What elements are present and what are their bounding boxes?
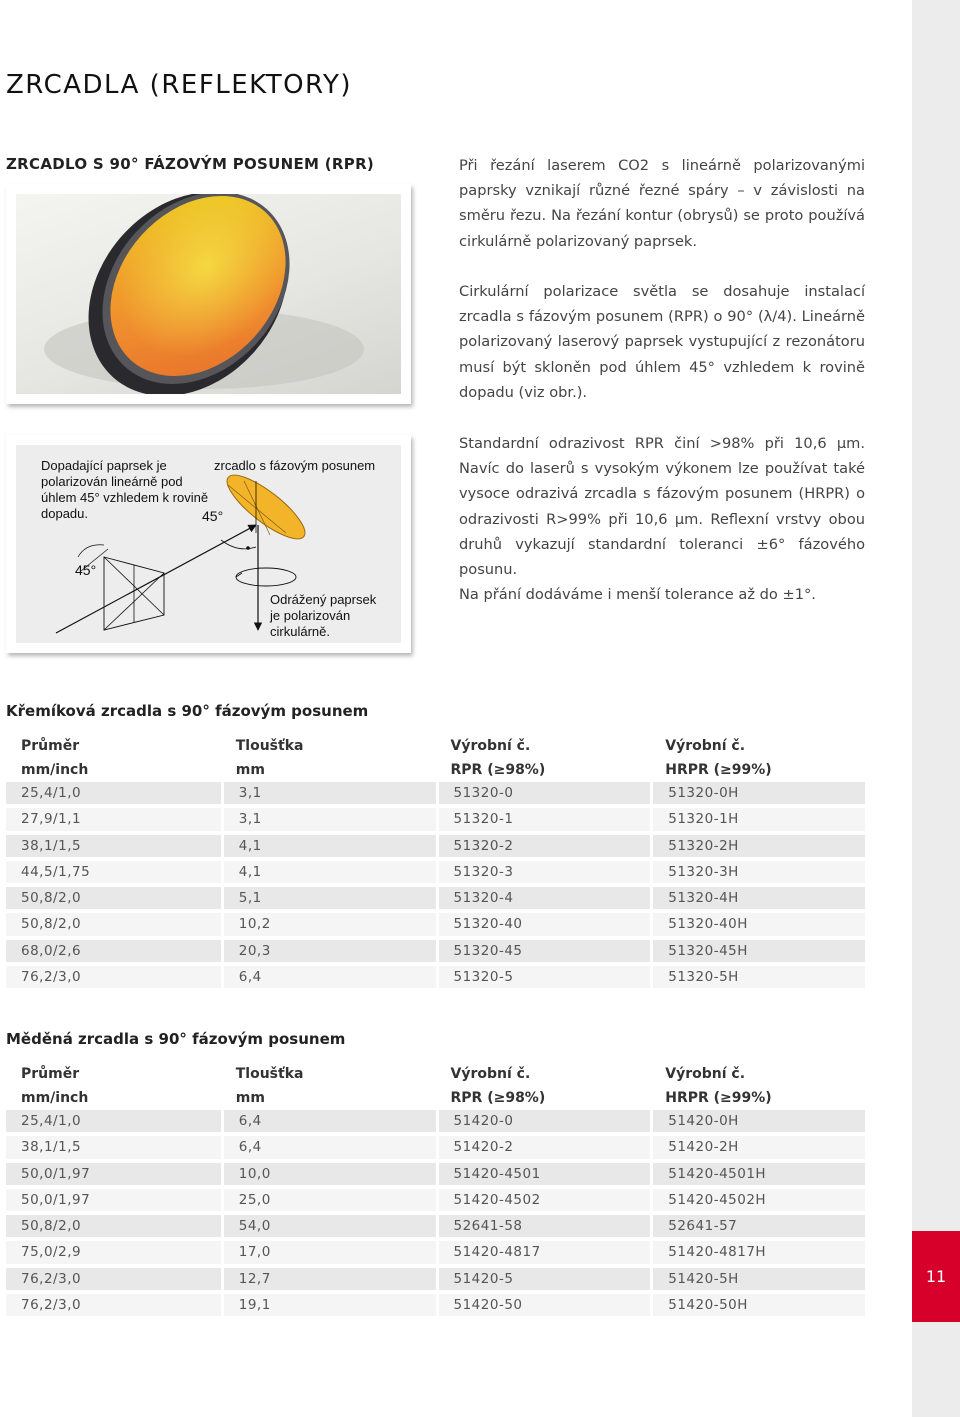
copper-mirrors-table bbox=[6, 1062, 865, 1320]
table-row bbox=[6, 913, 865, 939]
table-cell: 51320-1H bbox=[650, 808, 865, 834]
column-header-line: HRPR (≥99%) bbox=[665, 1090, 772, 1106]
table-cell: 50,0/1,97 bbox=[6, 1189, 221, 1215]
table-cell: 51420-4501 bbox=[436, 1163, 651, 1189]
table-cell: 20,3 bbox=[221, 940, 436, 966]
column-header-line: RPR (≥98%) bbox=[450, 1090, 546, 1106]
table-cell: 51320-40H bbox=[650, 913, 865, 939]
table-cell: 38,1/1,5 bbox=[6, 835, 221, 861]
table-row bbox=[6, 861, 865, 887]
table-cell: 38,1/1,5 bbox=[6, 1136, 221, 1162]
table-cell: 52641-57 bbox=[650, 1215, 865, 1241]
table-cell: 51320-3H bbox=[650, 861, 865, 887]
table-cell: 51420-4817 bbox=[436, 1241, 651, 1267]
table-cell: 51320-3 bbox=[436, 861, 651, 887]
body-paragraph-4: Na přání dodáváme i menší tolerance až do ±1°. bbox=[459, 586, 816, 603]
table-cell: 76,2/3,0 bbox=[6, 1268, 221, 1294]
column-header-line: Průměr bbox=[21, 738, 80, 754]
table-cell: 51320-4H bbox=[650, 887, 865, 913]
column-header-line: mm/inch bbox=[21, 1090, 89, 1106]
column-header bbox=[221, 1062, 436, 1110]
table-cell: 5,1 bbox=[221, 887, 436, 913]
table-cell: 6,4 bbox=[221, 966, 436, 992]
table-cell: 51320-4 bbox=[436, 887, 651, 913]
table-row bbox=[6, 1268, 865, 1294]
column-header-line: Výrobní č. bbox=[665, 1066, 746, 1082]
body-paragraph-2: Cirkulární polarizace světla se dosahuje instalací zrcadla s fázovým posunem (RPR) o 90° (λ/4). Lineárně polarizovaný laserový paprsek vystupující z rezonátoru musí být skloněn pod úhlem 45° vzhledem k rovině dopadu (viz obr.). bbox=[459, 283, 865, 401]
table-cell: 51320-2H bbox=[650, 835, 865, 861]
table-cell: 51420-4817H bbox=[650, 1241, 865, 1267]
table-cell: 51420-50 bbox=[436, 1294, 651, 1320]
body-paragraph-3: Standardní odrazivost RPR činí >98% při 10,6 µm. Navíc do laserů s vysokým výkonem lze používat také vysoce odrazivá zrcadla s fázovým posunem (HRPR) o odrazivosti R>99% při 10,6 µm. Reflexní vrstvy obou druhů vykazují standardní toleranci ±6° fázového posunu. bbox=[459, 435, 865, 579]
column-header bbox=[436, 734, 651, 782]
table-cell: 25,0 bbox=[221, 1189, 436, 1215]
table-cell: 75,0/2,9 bbox=[6, 1241, 221, 1267]
mirror-label: zrcadlo s fázovým posunem bbox=[214, 458, 376, 473]
body-paragraph-1: Při řezání laserem CO2 s lineárně polarizovanými paprsky vznikají různé řezné spáry – v závislosti na směru řezu. Na řezání kontur (obrysů) se proto používá cirkulárně polarizovaný paprsek. bbox=[459, 157, 865, 250]
table-row bbox=[6, 808, 865, 834]
column-header-line: RPR (≥98%) bbox=[450, 762, 546, 778]
table-cell: 10,2 bbox=[221, 913, 436, 939]
table-cell: 76,2/3,0 bbox=[6, 1294, 221, 1320]
table-row bbox=[6, 887, 865, 913]
table-cell: 51320-5H bbox=[650, 966, 865, 992]
silicon-mirrors-table bbox=[6, 734, 865, 992]
table-cell: 3,1 bbox=[221, 808, 436, 834]
table-cell: 51420-5 bbox=[436, 1268, 651, 1294]
column-header bbox=[221, 734, 436, 782]
table-cell: 51320-0 bbox=[436, 782, 651, 808]
table-row bbox=[6, 1241, 865, 1267]
angle-label-left: 45° bbox=[75, 562, 97, 578]
table-cell: 51420-4501H bbox=[650, 1163, 865, 1189]
table-cell: 51320-45 bbox=[436, 940, 651, 966]
table-cell: 50,8/2,0 bbox=[6, 1215, 221, 1241]
table1-title: Křemíková zrcadla s 90° fázovým posunem bbox=[6, 702, 369, 720]
table-cell: 17,0 bbox=[221, 1241, 436, 1267]
table-cell: 27,9/1,1 bbox=[6, 808, 221, 834]
table-cell: 51320-1 bbox=[436, 808, 651, 834]
table-cell: 54,0 bbox=[221, 1215, 436, 1241]
table-row bbox=[6, 1163, 865, 1189]
table-cell: 51420-5H bbox=[650, 1268, 865, 1294]
table-cell: 50,0/1,97 bbox=[6, 1163, 221, 1189]
table-row bbox=[6, 940, 865, 966]
incident-label-line: polarizován lineárně pod bbox=[41, 474, 183, 489]
table2-title: Měděná zrcadla s 90° fázovým posunem bbox=[6, 1030, 346, 1048]
table-cell: 12,7 bbox=[221, 1268, 436, 1294]
sidebar-strip bbox=[912, 0, 960, 1417]
column-header-line: Průměr bbox=[21, 1066, 80, 1082]
table-cell: 51320-0H bbox=[650, 782, 865, 808]
table-cell: 51420-4502 bbox=[436, 1189, 651, 1215]
column-header-line: mm/inch bbox=[21, 762, 89, 778]
column-header bbox=[650, 1062, 865, 1110]
table-cell: 50,8/2,0 bbox=[6, 913, 221, 939]
column-header-line: HRPR (≥99%) bbox=[665, 762, 772, 778]
table-row bbox=[6, 1110, 865, 1136]
table-cell: 52641-58 bbox=[436, 1215, 651, 1241]
column-header bbox=[6, 734, 221, 782]
column-header-line: Výrobní č. bbox=[665, 738, 746, 754]
column-header bbox=[436, 1062, 651, 1110]
table-cell: 4,1 bbox=[221, 861, 436, 887]
column-header-line: Tloušťka bbox=[235, 1066, 304, 1082]
table-cell: 19,1 bbox=[221, 1294, 436, 1320]
incident-label-line: úhlem 45° vzhledem k rovině bbox=[41, 490, 209, 505]
table-row bbox=[6, 1215, 865, 1241]
table-cell: 76,2/3,0 bbox=[6, 966, 221, 992]
page-title: ZRCADLA (REFLEKTORY) bbox=[6, 70, 352, 100]
table-header bbox=[6, 1062, 865, 1110]
polarization-diagram-frame bbox=[6, 435, 411, 653]
table-cell: 51420-4502H bbox=[650, 1189, 865, 1215]
table-cell: 51420-2 bbox=[436, 1136, 651, 1162]
column-header-line: Výrobní č. bbox=[450, 738, 531, 754]
page-number-tab bbox=[912, 1231, 960, 1322]
table-row bbox=[6, 1189, 865, 1215]
table-row bbox=[6, 1294, 865, 1320]
mirror-image bbox=[16, 194, 401, 394]
table-cell: 25,4/1,0 bbox=[6, 1110, 221, 1136]
table-cell: 68,0/2,6 bbox=[6, 940, 221, 966]
table-cell: 51420-2H bbox=[650, 1136, 865, 1162]
table-header bbox=[6, 734, 865, 782]
column-header-line: Tloušťka bbox=[235, 738, 304, 754]
column-header bbox=[650, 734, 865, 782]
table-cell: 44,5/1,75 bbox=[6, 861, 221, 887]
table-row bbox=[6, 1136, 865, 1162]
table-cell: 51320-40 bbox=[436, 913, 651, 939]
mirror-photo bbox=[16, 194, 401, 394]
table-row bbox=[6, 966, 865, 992]
table-cell: 50,8/2,0 bbox=[6, 887, 221, 913]
table-cell: 51420-0 bbox=[436, 1110, 651, 1136]
table-cell: 10,0 bbox=[221, 1163, 436, 1189]
section-title: ZRCADLO S 90° FÁZOVÝM POSUNEM (RPR) bbox=[6, 155, 375, 173]
incident-label-line: dopadu. bbox=[41, 506, 88, 521]
table-cell: 6,4 bbox=[221, 1136, 436, 1162]
table-cell: 3,1 bbox=[221, 782, 436, 808]
table-row bbox=[6, 782, 865, 808]
table-cell: 51320-2 bbox=[436, 835, 651, 861]
table-cell: 51320-45H bbox=[650, 940, 865, 966]
column-header-line: mm bbox=[235, 1090, 265, 1106]
polarization-diagram bbox=[16, 445, 401, 643]
table-cell: 25,4/1,0 bbox=[6, 782, 221, 808]
mirror-photo-frame bbox=[6, 184, 411, 404]
incident-label-line: Dopadající paprsek je bbox=[41, 458, 167, 473]
reflected-beam-label bbox=[270, 592, 376, 640]
table-row bbox=[6, 835, 865, 861]
column-header-line: Výrobní č. bbox=[450, 1066, 531, 1082]
table-cell: 51420-50H bbox=[650, 1294, 865, 1320]
reflected-label-line: cirkulárně. bbox=[270, 624, 330, 639]
reflected-label-line: je polarizován bbox=[270, 608, 351, 623]
table-cell: 51320-5 bbox=[436, 966, 651, 992]
table-cell: 51420-0H bbox=[650, 1110, 865, 1136]
column-header-line: mm bbox=[235, 762, 265, 778]
page-number: 11 bbox=[925, 1267, 947, 1286]
table-cell: 4,1 bbox=[221, 835, 436, 861]
reflected-label-line: Odrážený paprsek bbox=[270, 592, 377, 607]
column-header bbox=[6, 1062, 221, 1110]
table-cell: 6,4 bbox=[221, 1110, 436, 1136]
incident-beam-label bbox=[41, 458, 208, 522]
angle-label-top: 45° bbox=[202, 508, 224, 524]
